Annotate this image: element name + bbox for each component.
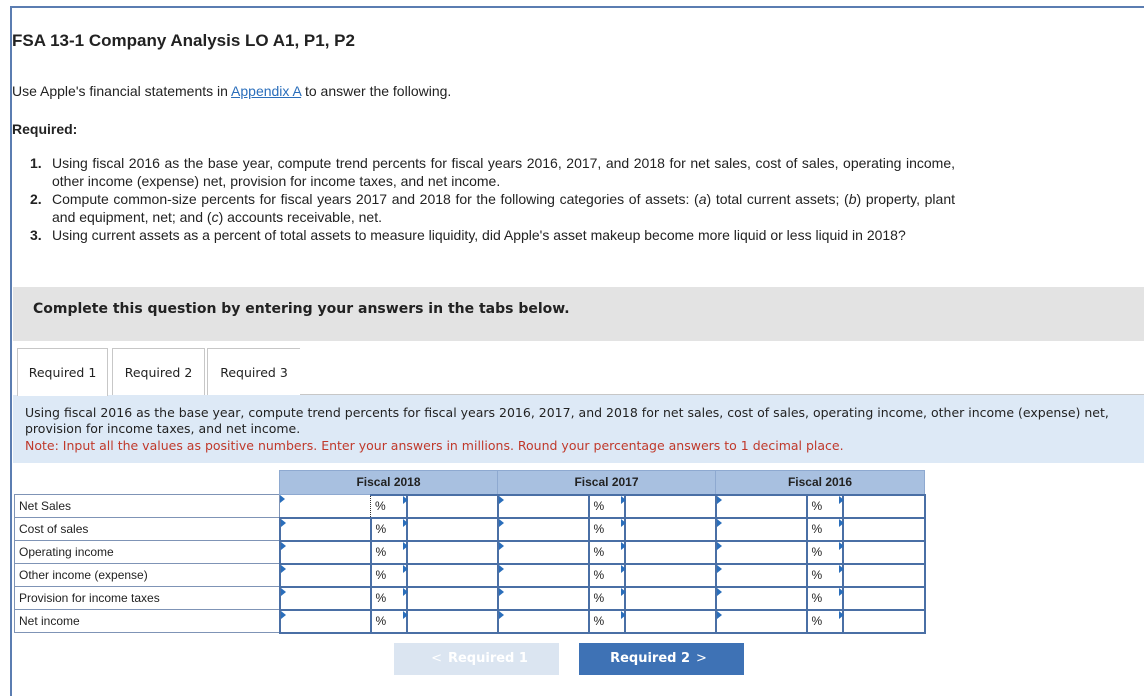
amount-input[interactable]: [498, 587, 589, 610]
percent-symbol: %: [811, 545, 823, 559]
requirement-number: 1.: [30, 155, 42, 171]
intro-after: to answer the following.: [301, 83, 452, 99]
chevron-left-icon: <: [431, 651, 442, 666]
table-row: [15, 495, 925, 518]
amount-input[interactable]: [280, 564, 371, 587]
table-row: [15, 541, 925, 564]
percent-input[interactable]: [589, 518, 625, 541]
input-marker-icon: [717, 611, 722, 619]
input-marker-icon: [281, 519, 286, 527]
percent-input[interactable]: [807, 564, 843, 587]
percent-input[interactable]: [371, 518, 407, 541]
amount-input[interactable]: [280, 495, 371, 518]
table-row: [15, 587, 925, 610]
appendix-a-link[interactable]: Appendix A: [231, 83, 302, 99]
blank-input[interactable]: [843, 518, 925, 541]
instruction-note: Note: Input all the values as positive numbers. Enter your answers in millions. Round your percentage answers to 1 decimal place.: [25, 438, 844, 453]
input-marker-icon: [621, 496, 626, 504]
next-button-label: Required 2: [610, 651, 691, 666]
complete-banner: [13, 287, 1144, 341]
input-marker-icon: [839, 519, 844, 527]
percent-symbol: %: [593, 568, 605, 582]
blank-input[interactable]: [407, 587, 498, 610]
row-label: Net Sales: [15, 495, 280, 518]
input-marker-icon: [717, 542, 722, 550]
percent-input[interactable]: [807, 610, 843, 633]
blank-input[interactable]: [625, 587, 716, 610]
requirement-number: 3.: [30, 227, 42, 243]
amount-input[interactable]: [716, 587, 807, 610]
row-label: Net income: [15, 610, 280, 633]
amount-input[interactable]: [498, 518, 589, 541]
percent-input[interactable]: [589, 564, 625, 587]
input-marker-icon: [839, 588, 844, 596]
tab-required-3[interactable]: Required 3: [207, 348, 300, 395]
blank-input[interactable]: [843, 610, 925, 633]
row-label: Provision for income taxes: [15, 587, 280, 610]
input-marker-icon: [499, 611, 504, 619]
input-marker-icon: [499, 565, 504, 573]
input-marker-icon: [281, 611, 286, 619]
table-row: [15, 610, 925, 633]
percent-symbol: %: [811, 499, 823, 513]
input-marker-icon: [621, 565, 626, 573]
requirement-text-part: Compute common-size percents for fiscal years 2017 and 2018 for the following categories of assets: (: [52, 191, 699, 207]
chevron-right-icon: >: [696, 651, 707, 666]
input-marker-icon: [839, 611, 844, 619]
blank-input[interactable]: [407, 518, 498, 541]
input-marker-icon: [499, 588, 504, 596]
instruction-text: Using fiscal 2016 as the base year, compute trend percents for fiscal years 2016, 2017, and 2018 for net sales, cost of sales, operating income, other income (expense) net, provision for income taxes, and net income.: [25, 405, 1109, 436]
tab-required-1[interactable]: Required 1: [17, 348, 108, 396]
amount-input[interactable]: [280, 610, 371, 633]
input-marker-icon: [717, 588, 722, 596]
amount-input[interactable]: [716, 564, 807, 587]
blank-input[interactable]: [625, 610, 716, 633]
amount-input[interactable]: [498, 495, 589, 518]
input-marker-icon: [621, 542, 626, 550]
requirement-letter: c: [211, 209, 219, 225]
input-marker-icon: [403, 611, 408, 619]
amount-input[interactable]: [716, 541, 807, 564]
percent-symbol: %: [811, 591, 823, 605]
blank-input[interactable]: [625, 495, 716, 518]
requirement-item: [30, 226, 955, 244]
requirement-item: [30, 190, 955, 226]
amount-input[interactable]: [716, 610, 807, 633]
input-marker-icon: [403, 588, 408, 596]
requirement-text: Using fiscal 2016 as the base year, compute trend percents for fiscal years 2016, 2017, and 2018 for net sales, cost of sales, operating income, other income (expense) net, provision for income taxes, and net income.: [52, 155, 955, 189]
blank-input[interactable]: [407, 610, 498, 633]
input-marker-icon: [839, 565, 844, 573]
requirement-letter: a: [698, 191, 707, 207]
percent-symbol: %: [375, 499, 386, 513]
percent-input[interactable]: [589, 610, 625, 633]
input-marker-icon: [717, 496, 722, 504]
input-marker-icon: [621, 519, 626, 527]
percent-input[interactable]: [589, 541, 625, 564]
input-marker-icon: [403, 565, 408, 573]
percent-symbol: %: [593, 522, 605, 536]
percent-input[interactable]: [589, 587, 625, 610]
amount-input[interactable]: [716, 518, 807, 541]
prev-button-label: Required 1: [447, 651, 528, 666]
blank-input[interactable]: [625, 518, 716, 541]
input-marker-icon: [403, 542, 408, 550]
percent-symbol: %: [593, 591, 605, 605]
requirement-text-part: ) property, plant and equipment, net; and (: [52, 191, 956, 225]
percent-input[interactable]: [371, 541, 407, 564]
blank-input[interactable]: [843, 495, 925, 518]
row-label: Other income (expense): [15, 564, 280, 587]
amount-input[interactable]: [498, 564, 589, 587]
blank-input[interactable]: [843, 541, 925, 564]
input-marker-icon: [499, 519, 504, 527]
percent-symbol: %: [811, 522, 823, 536]
intro-text: [12, 83, 451, 99]
input-marker-icon: [281, 588, 286, 596]
percent-input[interactable]: [371, 587, 407, 610]
page-title: FSA 13-1 Company Analysis LO A1, P1, P2: [12, 31, 355, 50]
header-blank: [15, 471, 280, 495]
blank-input[interactable]: [843, 564, 925, 587]
frame-top-border: [10, 6, 1144, 8]
input-marker-icon: [281, 542, 286, 550]
blank-input[interactable]: [843, 587, 925, 610]
input-marker-icon: [839, 496, 844, 504]
instruction-panel: [13, 395, 1144, 463]
percent-input[interactable]: [807, 541, 843, 564]
required-heading: Required:: [12, 121, 78, 137]
input-marker-icon: [621, 588, 626, 596]
complete-banner-text: Complete this question by entering your answers in the tabs below.: [33, 301, 570, 317]
percent-symbol: %: [811, 568, 823, 582]
input-marker-icon: [403, 496, 408, 504]
input-marker-icon: [499, 496, 504, 504]
next-required-button[interactable]: [579, 643, 744, 675]
input-marker-icon: [839, 542, 844, 550]
row-label: Cost of sales: [15, 518, 280, 541]
prev-required-button[interactable]: [394, 643, 559, 675]
input-marker-icon: [717, 519, 722, 527]
amount-input[interactable]: [280, 541, 371, 564]
percent-input[interactable]: [807, 518, 843, 541]
blank-input[interactable]: [625, 541, 716, 564]
percent-input[interactable]: [589, 495, 625, 518]
amount-input[interactable]: [498, 610, 589, 633]
percent-symbol: %: [593, 545, 605, 559]
percent-symbol: %: [375, 522, 387, 536]
percent-symbol: %: [375, 591, 387, 605]
percent-input[interactable]: [807, 495, 843, 518]
percent-symbol: %: [593, 499, 605, 513]
amount-input[interactable]: [498, 541, 589, 564]
percent-input[interactable]: [371, 564, 407, 587]
amount-input[interactable]: [716, 495, 807, 518]
requirement-text-part: ) accounts receivable, net.: [218, 209, 382, 225]
tab-required-2[interactable]: Required 2: [112, 348, 205, 395]
requirement-number: 2.: [30, 191, 42, 207]
table-row: [15, 518, 925, 541]
table-header-row: [15, 471, 925, 495]
frame-left-border: [10, 6, 12, 696]
column-header: Fiscal 2018: [280, 471, 498, 495]
input-marker-icon: [281, 565, 286, 573]
input-marker-icon: [280, 495, 285, 503]
requirement-letter: b: [848, 191, 857, 207]
blank-input[interactable]: [625, 564, 716, 587]
percent-symbol: %: [375, 545, 387, 559]
requirement-text: [52, 191, 955, 225]
percent-input[interactable]: [807, 587, 843, 610]
amount-input[interactable]: [280, 518, 371, 541]
row-label: Operating income: [15, 541, 280, 564]
requirements-list: [30, 154, 955, 244]
requirement-item: [30, 154, 955, 190]
requirement-text: Using current assets as a percent of total assets to measure liquidity, did Apple's asset makeup become more liquid or less liquid in 2018?: [52, 227, 906, 243]
column-header: Fiscal 2016: [716, 471, 925, 495]
input-marker-icon: [499, 542, 504, 550]
percent-input[interactable]: [371, 610, 407, 633]
percent-symbol: %: [375, 614, 387, 628]
amount-input[interactable]: [280, 587, 371, 610]
input-marker-icon: [621, 611, 626, 619]
column-header: Fiscal 2017: [498, 471, 716, 495]
blank-input[interactable]: [407, 564, 498, 587]
percent-input[interactable]: [371, 495, 407, 518]
input-marker-icon: [717, 565, 722, 573]
input-marker-icon: [403, 519, 408, 527]
percent-symbol: %: [375, 568, 387, 582]
blank-input[interactable]: [407, 495, 498, 518]
trend-percent-table: [14, 470, 926, 634]
intro-before: Use Apple's financial statements in: [12, 83, 232, 99]
percent-symbol: %: [811, 614, 823, 628]
blank-input[interactable]: [407, 541, 498, 564]
percent-symbol: %: [593, 614, 605, 628]
requirement-text-part: ) total current assets; (: [706, 191, 849, 207]
table-row: [15, 564, 925, 587]
